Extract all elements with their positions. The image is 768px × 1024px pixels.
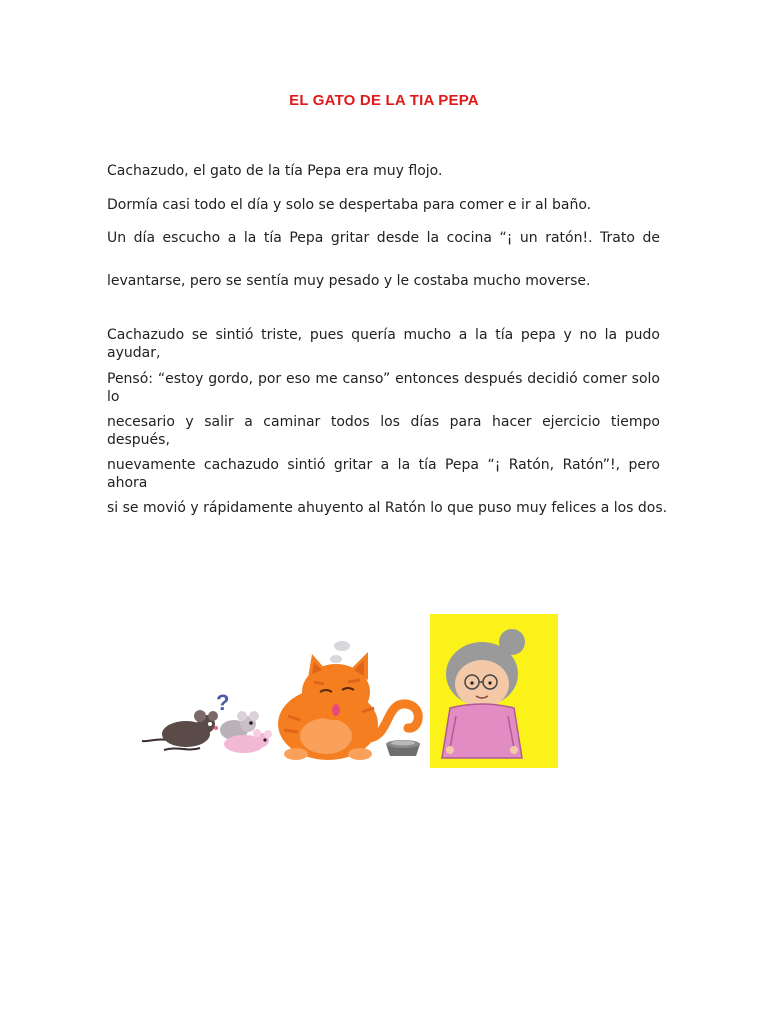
story-line: Un día escucho a la tía Pepa gritar desde la cocina “¡ un ratón!. Trato de [107,230,660,246]
story-title: EL GATO DE LA TIA PEPA [289,92,479,109]
mouse-icon [142,710,272,753]
story-line: Cachazudo, el gato de la tía Pepa era muy flojo. [107,163,443,179]
story-illustration [138,612,558,770]
story-line: si se movió y rápidamente ahuyento al Ratón lo que puso muy felices a los dos. [107,500,668,516]
story-line: Dormía casi todo el día y solo se despertaba para comer e ir al baño. [107,197,592,213]
story-line: necesario y salir a caminar todos los días para hacer ejercicio tiempo después, [107,414,660,448]
story-line: Cachazudo se sintió triste, pues quería mucho a la tía pepa y no la pudo ayudar, [107,327,660,361]
story-line: Pensó: “estoy gordo, por eso me canso” entonces después decidió comer solo lo [107,371,660,405]
story-line: nuevamente cachazudo sintió gritar a la tía Pepa “¡ Ratón, Ratón”!, pero ahora [107,457,660,491]
grandmother-icon [430,614,558,768]
story-line: levantarse, pero se sentía muy pesado y le costaba mucho moverse. [107,273,591,289]
food-bowl-icon [386,740,420,756]
question-mark-icon: ? [216,690,230,715]
